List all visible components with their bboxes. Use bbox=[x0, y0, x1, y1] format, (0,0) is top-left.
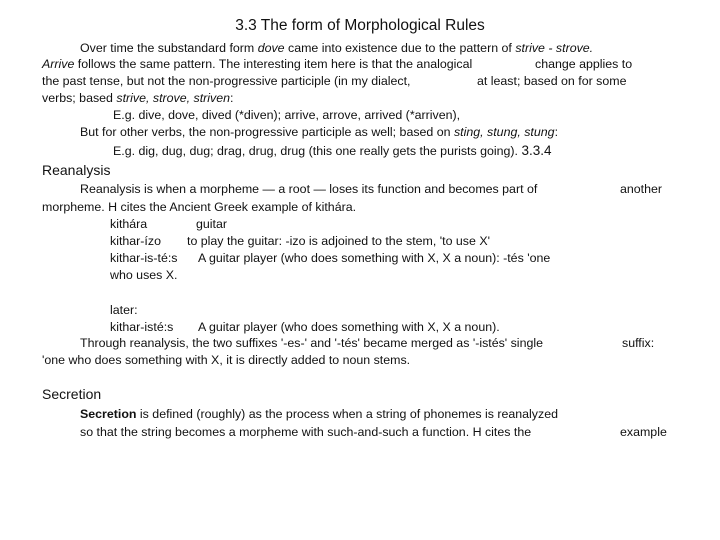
paragraph-line: 'one who does something with X, it is directly added to noun stems. bbox=[42, 353, 411, 367]
example-line: E.g. dive, dove, dived (*diven); arrive, arrove, arrived (*arriven), bbox=[113, 108, 461, 122]
section-heading-secretion: Secretion bbox=[42, 386, 102, 402]
italic-term: strive, strove, striven bbox=[116, 91, 230, 105]
paragraph-line bbox=[80, 41, 593, 56]
text-run: : bbox=[554, 125, 559, 139]
paragraph-line-tail: another bbox=[620, 182, 663, 196]
paragraph-line bbox=[80, 125, 558, 140]
section-heading-reanalysis: Reanalysis bbox=[42, 162, 111, 178]
text-run: Over time the substandard form bbox=[80, 41, 258, 55]
paragraph-line: Through reanalysis, the two suffixes '-es-' and '-tés' became merged as '-istés' single bbox=[80, 336, 543, 350]
italic-term: dove bbox=[257, 41, 285, 55]
example-line bbox=[113, 143, 552, 159]
paragraph-line: Reanalysis is when a morpheme — a root — loses its function and becomes part of bbox=[80, 182, 538, 196]
text-run: follows the same pattern. The interesting item here is that the analogical bbox=[74, 57, 473, 71]
text-run: But for other verbs, the non-progressive participle as well; based on bbox=[80, 125, 454, 139]
paragraph-line-tail: suffix: bbox=[622, 336, 655, 350]
example-word: kithar-isté:s bbox=[110, 320, 174, 334]
paragraph-line-tail: example bbox=[620, 425, 667, 439]
example-word: kithára bbox=[110, 217, 148, 231]
italic-term: Arrive bbox=[42, 57, 75, 71]
bold-term: Secretion bbox=[80, 407, 137, 421]
example-word: kithar-ízo bbox=[110, 234, 161, 248]
text-run: is defined (roughly) as the process when a string of phonemes is reanalyzed bbox=[136, 407, 558, 421]
paragraph-line: morpheme. H cites the Ancient Greek example of kithára. bbox=[42, 200, 357, 214]
example-gloss: A guitar player (who does something with X, X a noun). bbox=[198, 320, 500, 334]
paragraph-line: so that the string becomes a morpheme with such-and-such a function. H cites the bbox=[80, 425, 532, 439]
paragraph-line bbox=[80, 407, 558, 422]
example-gloss: guitar bbox=[196, 217, 227, 231]
text-run: came into existence due to the pattern of bbox=[284, 41, 516, 55]
paragraph-line bbox=[42, 57, 472, 72]
text-run: : bbox=[230, 91, 234, 105]
italic-term: sting, stung, stung bbox=[453, 125, 555, 139]
text-run: verbs; based bbox=[42, 91, 117, 105]
example-gloss-continued: who uses X. bbox=[110, 268, 178, 282]
paragraph-line-tail: change applies to bbox=[535, 57, 633, 71]
example-gloss: A guitar player (who does something with X, X a noun): -tés 'one bbox=[198, 251, 551, 265]
italic-term: strive - strove. bbox=[515, 41, 594, 55]
paragraph-line-tail: at least; based on for some bbox=[477, 74, 627, 88]
example-word: kithar-is-té:s bbox=[110, 251, 178, 265]
example-gloss: to play the guitar: -izo is adjoined to the stem, 'to use X' bbox=[187, 234, 490, 248]
page-title: 3.3 The form of Morphological Rules bbox=[235, 17, 485, 34]
paragraph-line bbox=[42, 91, 233, 106]
example-label: later: bbox=[110, 303, 138, 317]
paragraph-line: the past tense, but not the non-progressive participle (in my dialect, bbox=[42, 74, 411, 88]
section-number: 3.3.4 bbox=[521, 143, 552, 158]
text-run: E.g. dig, dug, dug; drag, drug, drug (this one really gets the purists going). bbox=[113, 144, 519, 158]
